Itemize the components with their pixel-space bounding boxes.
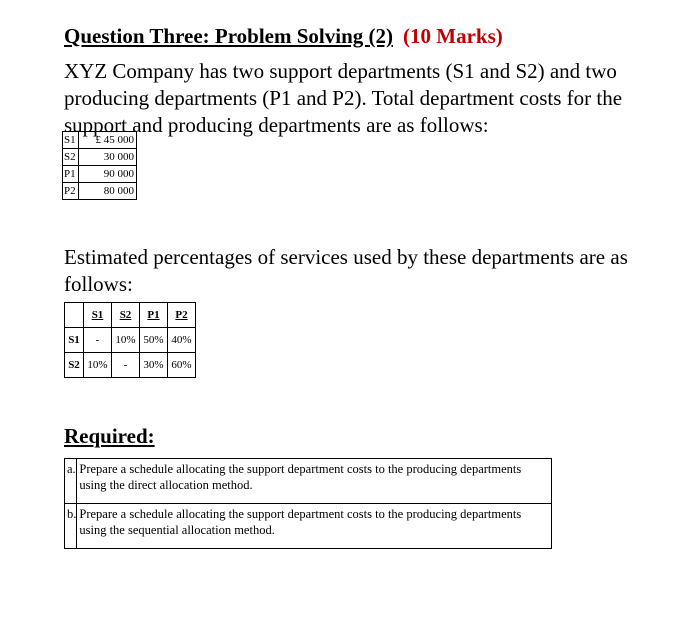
cost-amount: 80 000 (79, 183, 137, 200)
cost-amount: 30 000 (79, 149, 137, 166)
cost-code: S2 (63, 149, 79, 166)
table-row (65, 459, 552, 504)
service-percentages-table (64, 302, 196, 378)
cost-code: P2 (63, 183, 79, 200)
percent-cell: - (112, 353, 140, 378)
column-header: S2 (112, 303, 140, 328)
table-header-row (65, 303, 196, 328)
percent-cell: 10% (84, 353, 112, 378)
percent-cell: 40% (168, 328, 196, 353)
cost-code: P1 (63, 166, 79, 183)
table-row (63, 166, 137, 183)
task-letter: a. (65, 459, 77, 504)
corner-cell (65, 303, 84, 328)
task-text: Prepare a schedule allocating the support department costs to the producing departments using the sequential allocation method. (77, 504, 552, 549)
table-row (65, 504, 552, 549)
department-costs-table (62, 131, 137, 200)
percent-cell: 30% (140, 353, 168, 378)
column-header: P2 (168, 303, 196, 328)
required-label: Required (64, 424, 148, 448)
required-colon: : (147, 424, 155, 448)
question-heading (64, 24, 503, 49)
percent-cell: 10% (112, 328, 140, 353)
table-row (65, 328, 196, 353)
table-row (65, 353, 196, 378)
intro-paragraph: XYZ Company has two support departments (S1 and S2) and two producing departments (P1 and P2). Total department costs for the support and producing departments are as follows: (64, 59, 623, 137)
required-heading (64, 424, 155, 449)
question-marks: (10 Marks) (403, 24, 503, 48)
cost-amount: 90 000 (79, 166, 137, 183)
percent-cell: 60% (168, 353, 196, 378)
table-row (63, 132, 137, 149)
cost-code: S1 (63, 132, 79, 149)
table-row (63, 183, 137, 200)
row-header: S2 (65, 353, 84, 378)
cost-amount: £ 45 000 (79, 132, 137, 149)
question-title: Question Three: Problem Solving (2) (64, 24, 394, 48)
column-header: P1 (140, 303, 168, 328)
percent-cell: 50% (140, 328, 168, 353)
task-letter: b. (65, 504, 77, 549)
column-header: S1 (84, 303, 112, 328)
estimated-paragraph: Estimated percentages of services used by these departments are as follows: (64, 245, 628, 296)
table-row (63, 149, 137, 166)
task-text: Prepare a schedule allocating the support department costs to the producing departments using the direct allocation method. (77, 459, 552, 504)
percent-cell: - (84, 328, 112, 353)
row-header: S1 (65, 328, 84, 353)
required-tasks-table (64, 458, 552, 549)
